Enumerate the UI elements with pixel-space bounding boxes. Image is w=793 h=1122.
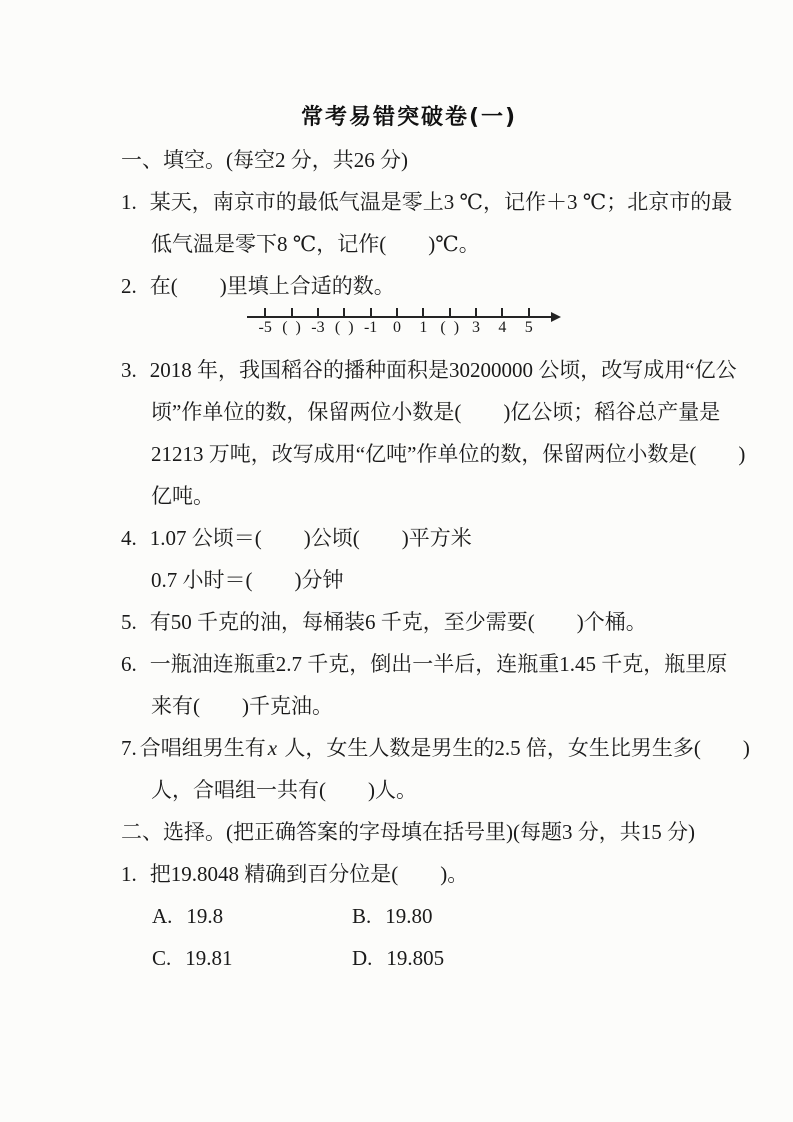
number-line-arrow-icon [551,312,561,322]
number-line-label: 4 [498,319,507,336]
question-7-number: 7. [121,736,137,760]
question-1-line-2: 低气温是零下8 ℃，记作( )℃。 [151,232,480,256]
number-line-label: ( ) [334,319,354,336]
choice-option-d-label: D. [352,946,373,970]
choice-option-d-value: 19.805 [386,946,445,970]
question-5-text: 有50 千克的油，每桶装6 千克，至少需要( )个桶。 [149,610,647,634]
number-line-label: 1 [419,319,428,336]
document-body [121,97,750,979]
number-line-label: 5 [524,319,533,336]
number-line-label: 3 [472,319,481,336]
choice-option-a-value: 19.8 [186,904,224,928]
choice-option-d [352,937,552,979]
number-line-label: -5 [258,319,272,336]
question-6-line-1 [121,643,728,685]
choice-option-b-label: B. [352,904,372,928]
choice-row-ab [121,895,697,937]
question-7-text-post: 人，女生人数是男生的2.5 倍，女生比男生多( ) [279,736,750,760]
question-6-text: 一瓶油连瓶重2.7 千克，倒出一半后，连瓶重1.45 千克，瓶里原 [149,652,728,676]
number-line-figure [121,307,697,349]
question-4-text: 1.07 公顷＝( )公顷( )平方米 [149,526,472,550]
page-title: 常考易错突破卷(一) [300,105,518,130]
variable-x: x [267,736,278,760]
section-1-header: 一、填空。(每空2 分，共26 分) [121,148,408,172]
choice-option-b [352,895,552,937]
question-3-line-3: 21213 万吨，改写成用“亿吨”作单位的数，保留两位小数是( ) [151,442,746,466]
question-6-line-2: 来有( )千克油。 [151,694,333,718]
question-7-line-1 [121,727,750,769]
number-line-label: ( ) [440,319,460,336]
question-7-line-2: 人，合唱组一共有( )人。 [151,778,417,802]
question-3-line-4: 亿吨。 [151,484,214,508]
choice-row-cd [121,937,697,979]
question-7-text-pre: 合唱组男生有 [139,736,266,760]
choice-option-c [152,937,352,979]
question-3-line-1 [121,349,737,391]
question-2-text: 在( )里填上合适的数。 [149,274,395,298]
question-2-line-1 [121,265,697,307]
section-2-header: 二、选择。(把正确答案的字母填在括号里)(每题3 分，共15 分) [121,820,695,844]
question-4-line-1 [121,517,697,559]
question-3-line-2: 顷”作单位的数，保留两位小数是( )亿公顷；稻谷总产量是 [151,400,721,424]
question-5-line-1 [121,601,697,643]
section-2-question-1-number: 1. [121,862,137,886]
question-1-line-1 [121,181,733,223]
question-3-number: 3. [121,358,137,382]
number-line-label: -1 [363,319,378,336]
question-4-number: 4. [121,526,137,550]
number-line-labels [252,317,542,339]
number-line-label: -3 [311,319,325,336]
section-2-question-1-text: 把19.8048 精确到百分位是( )。 [149,862,469,886]
question-3-text: 2018 年，我国稻谷的播种面积是30200000 公顷，改写成用“亿公 [149,358,737,382]
choice-option-c-label: C. [152,946,172,970]
choice-option-b-value: 19.80 [385,904,433,928]
question-1-text: 某天，南京市的最低气温是零上3 ℃，记作＋3 ℃；北京市的最 [149,190,733,214]
section-2-question-1 [121,853,697,895]
choice-option-c-value: 19.81 [185,946,233,970]
question-6-number: 6. [121,652,137,676]
question-1-number: 1. [121,190,137,214]
number-line-label: ( ) [282,319,301,336]
question-4-line-2: 0.7 小时＝( )分钟 [151,568,344,592]
number-line-label: 0 [392,319,401,336]
choice-option-a [152,895,352,937]
question-2-number: 2. [121,274,137,298]
question-5-number: 5. [121,610,137,634]
choice-option-a-label: A. [152,904,173,928]
